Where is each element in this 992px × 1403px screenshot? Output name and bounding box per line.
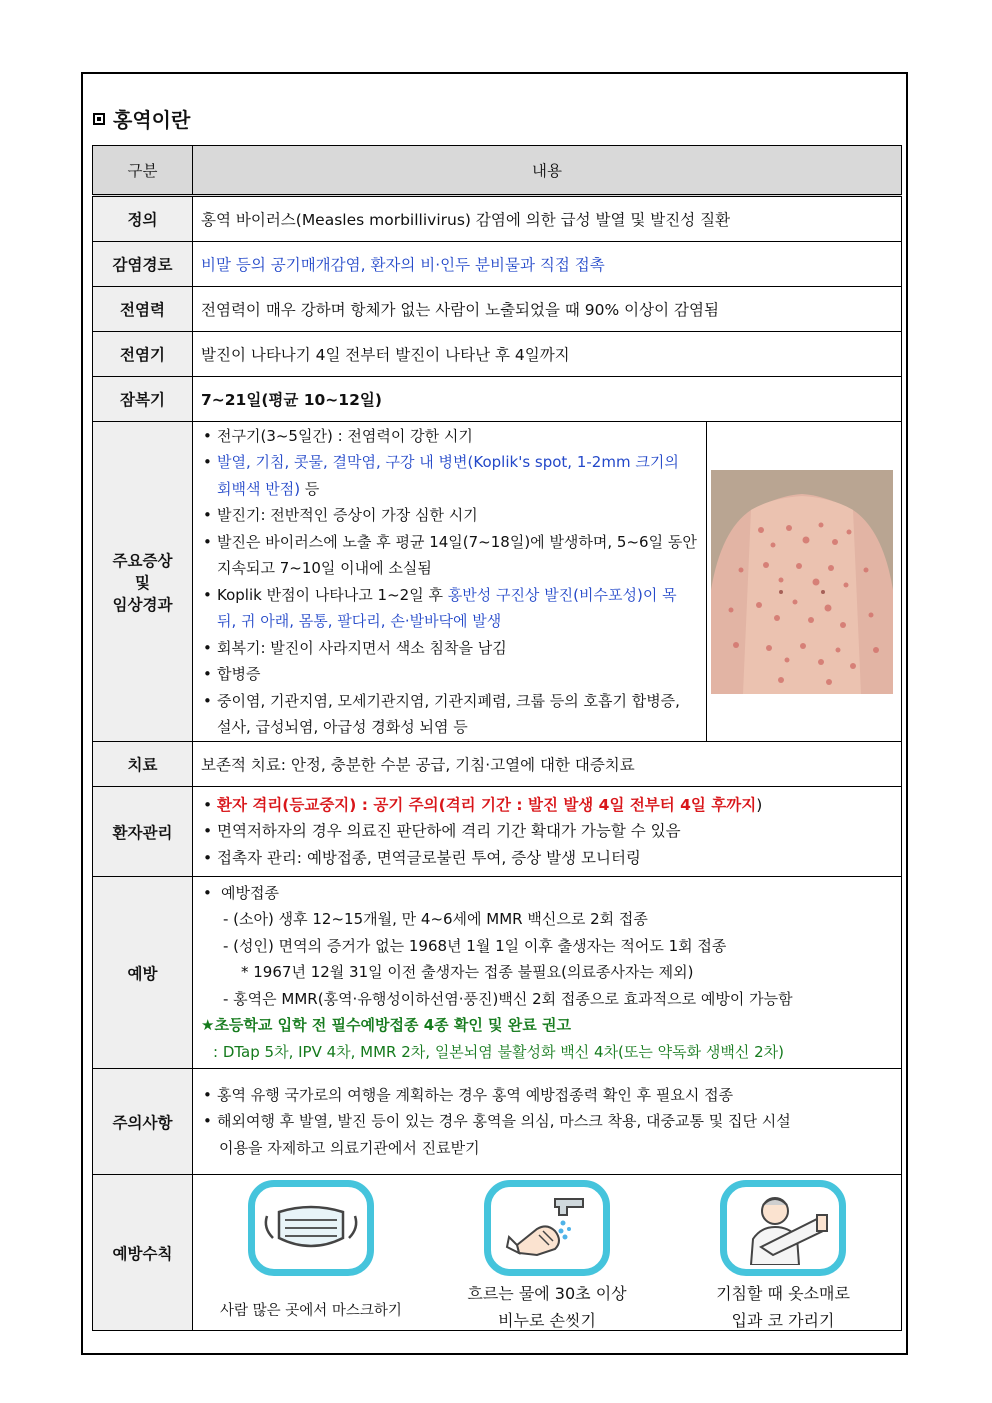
row-caution — [93, 1069, 902, 1175]
row-prevention-rules — [93, 1175, 902, 1331]
prevention-note: * 1967년 12월 31일 이전 출생자는 접종 불필요(의료종사자는 제외) — [241, 963, 694, 982]
row-incubation — [93, 377, 902, 422]
measles-info-table — [92, 145, 902, 1331]
list-item — [201, 792, 893, 819]
symptoms-label — [93, 422, 193, 742]
square-bullet-icon — [93, 113, 105, 125]
cough-caption — [716, 1280, 850, 1334]
row-patient-management — [93, 787, 902, 877]
header-category: 구분 — [93, 146, 193, 196]
treatment-label: 치료 — [93, 742, 193, 787]
rash-photo-cell — [707, 422, 902, 742]
symptoms-content — [193, 422, 707, 742]
list-item: • 면역저하자의 경우 의료진 판단하에 격리 기간 확대가 가능할 수 있음 — [201, 818, 893, 845]
rules-label: 예방수칙 — [93, 1175, 193, 1331]
list-item: • 홍역 유행 국가로의 여행을 계획하는 경우 홍역 예방접종력 확인 후 필요시 접종 — [201, 1082, 893, 1109]
cough-caption-line: 입과 코 가리기 — [731, 1310, 835, 1330]
row-prevention — [93, 877, 902, 1069]
period-text: 발진이 나타나기 4일 전부터 발진이 나타난 후 4일까지 — [193, 332, 902, 377]
symptom-blue-text: 홍반성 구진상 발진(비수포성)이 목 뒤, 귀 아래, 몸통, 팔다리, 손·발바닥에 발생 — [217, 585, 677, 630]
list-item: • 발진기: 전반적인 증상이 가장 심한 시기 — [201, 502, 698, 529]
patient-content — [193, 787, 902, 877]
list-item: • 합병증 — [201, 661, 698, 688]
handwash-caption — [467, 1280, 626, 1334]
prevention-line: - 홍역은 MMR(홍역·유행성이하선염·풍진)백신 2회 접종으로 효과적으로 예방이 가능함 — [223, 989, 793, 1008]
infectivity-text: 전염력이 매우 강하며 항체가 없는 사람이 노출되었을 때 90% 이상이 감염됨 — [193, 287, 902, 332]
caution-label: 주의사항 — [93, 1069, 193, 1175]
symptoms-label-line: 및 — [135, 573, 150, 592]
list-item: • 회복기: 발진이 사라지면서 색소 침착을 남김 — [201, 635, 698, 662]
list-item: • 발진은 바이러스에 노출 후 평균 14일(7~18일)에 발생하며, 5~6일 동안 지속되고 7~10일 이내에 소실됨 — [201, 529, 698, 582]
school-entry-notice: ★초등학교 입학 전 필수예방접종 4종 확인 및 완료 권고 — [201, 1016, 571, 1035]
row-treatment — [93, 742, 902, 787]
handwash-caption-line: 비누로 손씻기 — [498, 1310, 596, 1330]
row-symptoms — [93, 422, 902, 742]
prevention-line: - (소아) 생후 12~15개월, 만 4~6세에 MMR 백신으로 2회 접종 — [223, 910, 648, 929]
definition-label: 정의 — [93, 196, 193, 242]
caution-content — [193, 1069, 902, 1175]
cough-rule — [668, 1180, 898, 1334]
cough-elbow-icon — [720, 1180, 846, 1276]
row-definition — [93, 196, 902, 242]
handwash-icon — [484, 1180, 610, 1276]
header-content: 내용 — [193, 146, 902, 196]
handwash-caption-line: 흐르는 물에 30초 이상 — [467, 1283, 627, 1303]
route-text: 비말 등의 공기매개감염, 환자의 비·인두 분비물과 직접 접촉 — [193, 242, 902, 287]
cough-caption-line: 기침할 때 옷소매로 — [716, 1283, 850, 1303]
treatment-text: 보존적 치료: 안정, 충분한 수분 공급, 기침·고열에 대한 대증치료 — [193, 742, 902, 787]
list-item: • 중이염, 기관지염, 모세기관지염, 기관지폐렴, 크룹 등의 호흡기 합병증, 설사, 급성뇌염, 아급성 경화성 뇌염 등 — [201, 688, 698, 741]
symptom-blue-text: 발열, 기침, 콧물, 결막염, 구강 내 병변(Koplik's spot, 1-2mm 크기의 회백색 반점) — [217, 453, 679, 498]
infectivity-label: 전염력 — [93, 287, 193, 332]
vaccine-list: : DTap 5차, IPV 4차, MMR 2차, 일본뇌염 불활성화 백신 4차(또는 약독화 생백신 2차) — [213, 1042, 785, 1061]
page-title: 홍역이란 — [113, 108, 191, 132]
symptom-text-prefix: Koplik 반점이 나타나고 1~2일 후 — [217, 585, 448, 604]
definition-text: 홍역 바이러스(Measles morbillivirus) 감염에 의한 급성 발열 및 발진성 질환 — [193, 196, 902, 242]
patient-label: 환자관리 — [93, 787, 193, 877]
incubation-label: 잠복기 — [93, 377, 193, 422]
prevention-content — [193, 877, 902, 1069]
prevention-label: 예방 — [93, 877, 193, 1069]
isolation-text: 환자 격리(등교중지) : 공기 주의(격리 기간 : 발진 발생 4일 전부터 4일 후까지 — [217, 795, 757, 814]
handwash-rule — [432, 1180, 662, 1334]
prevention-line: - (성인) 면역의 증거가 없는 1968년 1월 1일 이후 출생자는 적어도 1회 접종 — [223, 936, 727, 955]
list-item: • 전구기(3~5일간) : 전염력이 강한 시기 — [201, 423, 698, 450]
rash-photo — [711, 470, 893, 694]
row-infectivity — [93, 287, 902, 332]
caution-continuation: 이용을 자제하고 의료기관에서 진료받기 — [219, 1138, 480, 1157]
mask-icon — [248, 1180, 374, 1276]
list-item: • 해외여행 후 발열, 발진 등이 있는 경우 홍역을 의심, 마스크 착용, 대중교통 및 집단 시설 — [201, 1108, 893, 1135]
mask-caption: 사람 많은 곳에서 마스크하기 — [220, 1302, 402, 1319]
rules-content — [193, 1175, 902, 1331]
row-route — [93, 242, 902, 287]
list-item — [201, 582, 698, 635]
list-item: • 접촉자 관리: 예방접종, 면역글로불린 투여, 증상 발생 모니터링 — [201, 845, 893, 872]
section-heading — [93, 104, 190, 133]
symptoms-label-line: 주요증상 — [112, 551, 173, 570]
route-label: 감염경로 — [93, 242, 193, 287]
list-item — [201, 449, 698, 502]
list-item: • 예방접종 — [201, 880, 893, 907]
row-period — [93, 332, 902, 377]
mask-rule — [196, 1180, 426, 1325]
incubation-text: 7~21일(평균 10~12일) — [193, 377, 902, 422]
symptom-text-suffix: 등 — [304, 479, 320, 498]
isolation-text-end: ) — [756, 795, 763, 814]
symptoms-label-line: 임상경과 — [112, 595, 173, 614]
period-label: 전염기 — [93, 332, 193, 377]
